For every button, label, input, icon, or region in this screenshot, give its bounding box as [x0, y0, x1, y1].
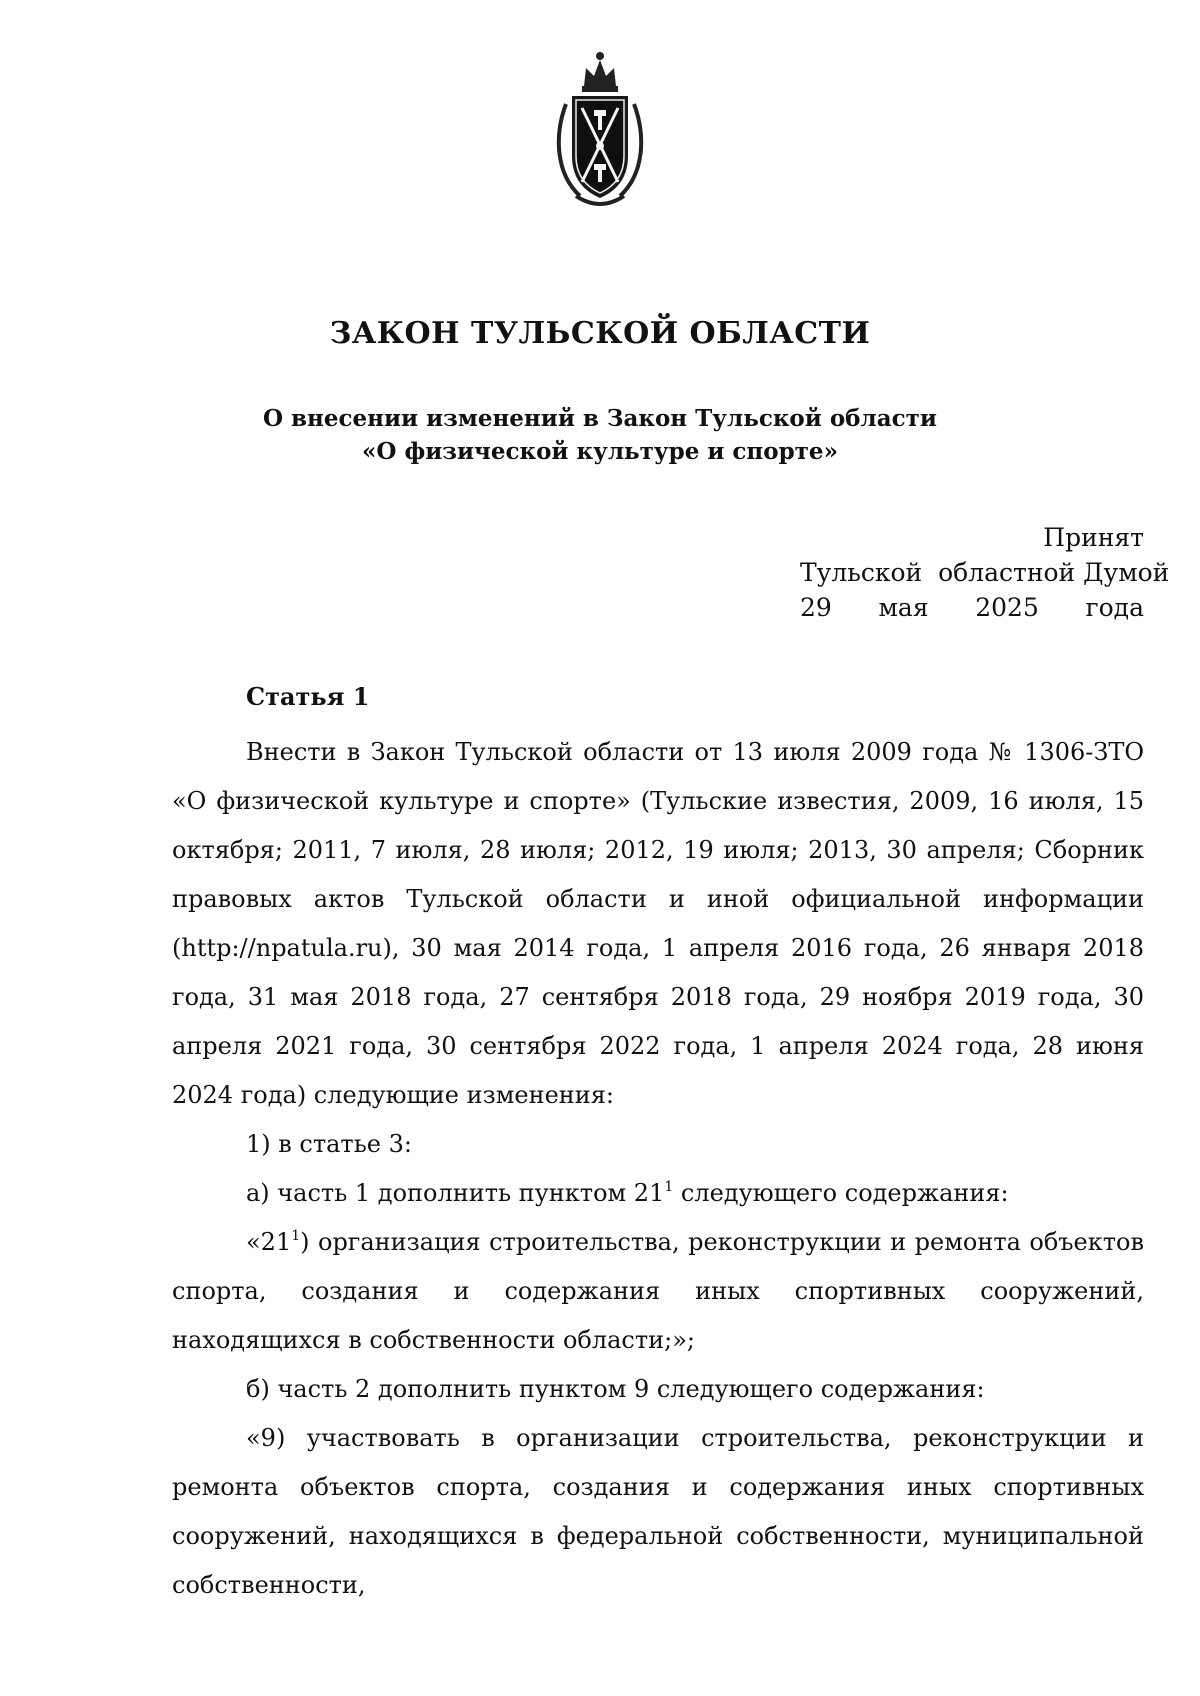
item-a-paragraph: [172, 1169, 1144, 1218]
adoption-year-word: года: [1085, 593, 1144, 622]
subtitle-line-2: «О физической культуре и спорте»: [362, 438, 838, 465]
quote-2-paragraph: «9) участвовать в организации строительства, реконструкции и ремонта объектов спорта, создания и содержания иных спортивных сооружений, находящихся в федеральной собственности, муниципальной собственности,: [172, 1424, 1144, 1599]
article-body: [172, 728, 1144, 1610]
adoption-date: [800, 590, 1144, 625]
adoption-month: мая: [878, 593, 929, 622]
item-b-paragraph: б) часть 2 дополнить пунктом 9 следующего содержания:: [246, 1375, 985, 1403]
adoption-year: 2025: [975, 593, 1039, 622]
document-subtitle: [0, 402, 1200, 468]
item-1-paragraph: 1) в статье 3:: [246, 1130, 412, 1158]
quote-1-superscript: 1: [291, 1228, 301, 1244]
document-title: ЗАКОН ТУЛЬСКОЙ ОБЛАСТИ: [329, 316, 871, 351]
adoption-block: [800, 520, 1170, 625]
item-a-text-after: следующего содержания:: [673, 1179, 1009, 1207]
tula-coat-of-arms-icon: [540, 46, 660, 216]
item-a-superscript: 1: [664, 1179, 674, 1195]
article-title: Статья 1: [246, 682, 370, 711]
adoption-line-2: Тульской областной Думой: [800, 558, 1170, 587]
subtitle-line-1: О внесении изменений в Закон Тульской области: [263, 405, 937, 432]
quote-1-text-after: ) организация строительства, реконструкции и ремонта объектов спорта, создания и содержания иных спортивных сооружений, находящихся в собственности области;»;: [172, 1228, 1144, 1354]
quote-1-paragraph: [172, 1218, 1144, 1365]
adoption-day: 29: [800, 593, 832, 622]
item-a-text-before: а) часть 1 дополнить пунктом 21: [246, 1179, 665, 1207]
article-intro-paragraph: Внести в Закон Тульской области от 13 июля 2009 года № 1306-ЗТО «О физической культуре и спорте» (Тульские известия, 2009, 16 июля, 15 октября; 2011, 7 июля, 28 июля; 2012, 19 июля; 2013, 30 апреля; Сборник правовых актов Тульской области и иной официальной информации (http://npatula.ru), 30 мая 2014 года, 1 апреля 2016 года, 26 января 2018 года, 31 мая 2018 года, 27 сентября 2018 года, 29 ноября 2019 года, 30 апреля 2021 года, 30 сентября 2022 года, 1 апреля 2024 года, 28 июня 2024 года) следующие изменения:: [172, 738, 1144, 1109]
quote-1-text-before: «21: [246, 1228, 292, 1256]
adoption-line-1: Принят: [1043, 523, 1144, 552]
